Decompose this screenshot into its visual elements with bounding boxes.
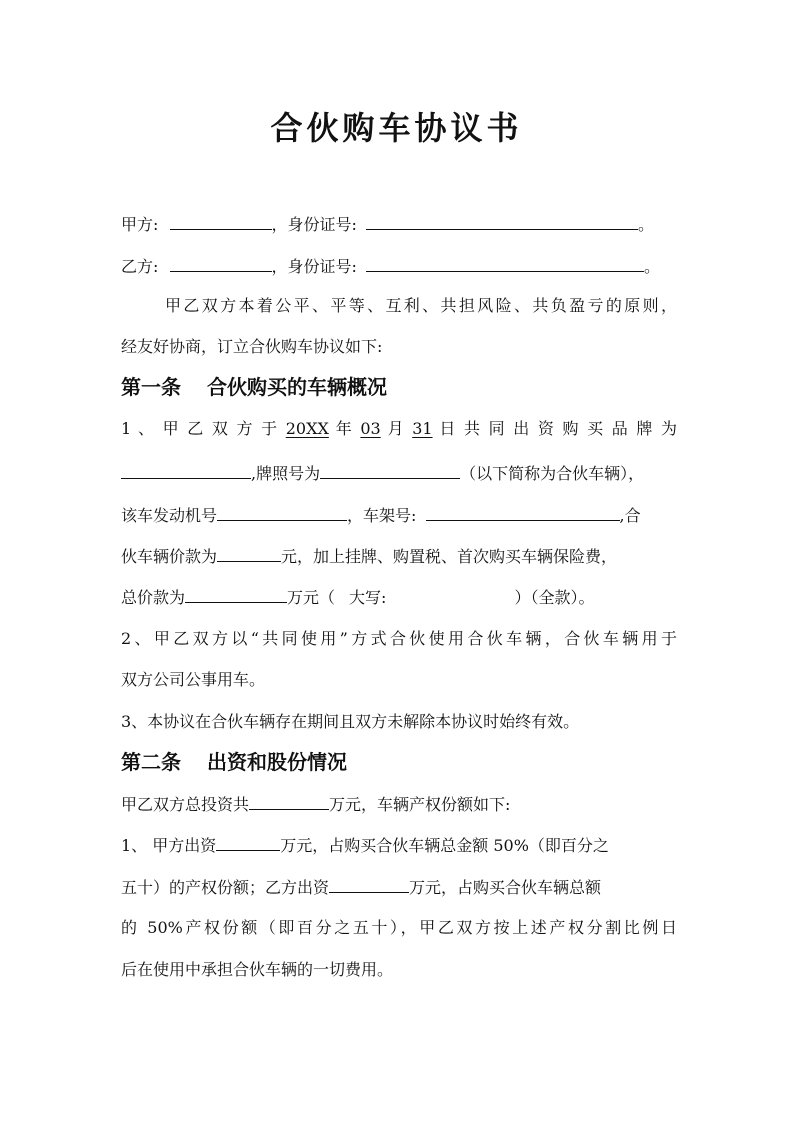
page-title: 合伙购车协议书 bbox=[270, 109, 523, 147]
party-b-contribution-blank bbox=[329, 877, 409, 893]
plate-label: ,牌照号为 bbox=[251, 464, 321, 483]
purchase-day: 31 bbox=[412, 419, 433, 438]
article-1-p1-line-5 bbox=[121, 587, 677, 608]
capital-label: 大写: bbox=[349, 588, 387, 607]
frame-label: ，车架号: bbox=[347, 506, 417, 525]
party-a-name-blank bbox=[170, 214, 272, 230]
year-label: 年 bbox=[335, 419, 354, 438]
vehicle-note: （以下简称为合伙车辆）， bbox=[460, 464, 645, 483]
party-b-line bbox=[121, 256, 677, 277]
price-note: 元，加上挂牌、购置税、首次购买车辆保险费， bbox=[281, 547, 618, 566]
article-1-p1-tail: 日 共 同 出 资 购 买 品 牌 为 bbox=[439, 419, 677, 438]
price-blank bbox=[217, 546, 281, 562]
party-a-share-note: 万元，占购买合伙车辆总金额 50%（即百分之 bbox=[280, 836, 609, 855]
article-2-heading bbox=[121, 750, 347, 774]
party-b-label: 乙方: bbox=[121, 257, 159, 276]
price-label: 伙车辆价款为 bbox=[121, 547, 218, 566]
total-investment-blank bbox=[249, 794, 329, 810]
article-2-line-3 bbox=[121, 877, 677, 898]
party-b-contribution-label: 五十）的产权份额；乙方出资 bbox=[121, 878, 330, 897]
party-b-end: 。 bbox=[644, 257, 661, 276]
month-label: 月 bbox=[387, 419, 406, 438]
party-a-end: 。 bbox=[638, 215, 655, 234]
article-1-p1-line-3-end: ,合 bbox=[619, 506, 641, 525]
article-1-p2-line-2: 双方公司公事用车。 bbox=[121, 670, 266, 689]
article-1-p1-lead: 1 、 甲 乙 双 方 于 bbox=[121, 419, 279, 438]
party-a-line bbox=[121, 214, 677, 235]
total-label: 总价款为 bbox=[121, 588, 186, 607]
purchase-year: 20XX bbox=[285, 419, 329, 438]
total-blank bbox=[185, 587, 287, 603]
intro-line-2: 经友好协商，订立合伙购车协议如下: bbox=[121, 337, 383, 356]
party-a-id-blank bbox=[366, 214, 638, 230]
article-1-p1-line-2 bbox=[121, 463, 677, 484]
engine-blank bbox=[217, 505, 347, 521]
engine-label: 该车发动机号 bbox=[121, 506, 218, 525]
article-1-p2-line-1: 2、甲乙双方以“共同使用”方式合伙使用合伙车辆，合伙车辆用于 bbox=[121, 629, 677, 648]
total-investment-note: 万元，车辆产权份额如下: bbox=[329, 795, 511, 814]
article-1-number: 第一条 bbox=[121, 375, 181, 399]
frame-blank bbox=[426, 505, 620, 521]
total-end: ）（全款）。 bbox=[514, 588, 595, 607]
article-1-title: 合伙购买的车辆概况 bbox=[207, 375, 387, 399]
article-1-heading bbox=[121, 375, 387, 399]
article-1-p3: 3、本协议在合伙车辆存在期间且双方未解除本协议时始终有效。 bbox=[121, 712, 580, 731]
party-b-id-label: ，身份证号: bbox=[271, 257, 357, 276]
party-a-contribution-blank bbox=[216, 835, 280, 851]
article-1-p1-line-4 bbox=[121, 546, 677, 567]
party-b-id-blank bbox=[366, 256, 644, 272]
brand-blank bbox=[121, 463, 251, 479]
article-1-p1-line-1 bbox=[121, 419, 677, 439]
total-unit: 万元（ bbox=[287, 588, 336, 607]
article-2-line-1 bbox=[121, 794, 677, 815]
total-investment-label: 甲乙双方总投资共 bbox=[121, 795, 250, 814]
intro-line-1: 甲乙双方本着公平、平等、互利、共担风险、共负盈亏的原则， bbox=[165, 296, 677, 315]
party-a-label: 甲方: bbox=[121, 215, 159, 234]
article-2-line-5: 后在使用中承担合伙车辆的一切费用。 bbox=[121, 960, 394, 979]
purchase-month: 03 bbox=[360, 419, 381, 438]
party-b-name-blank bbox=[170, 256, 272, 272]
party-b-share-note: 万元，占购买合伙车辆总额 bbox=[409, 878, 602, 897]
article-2-title: 出资和股份情况 bbox=[207, 750, 347, 774]
article-1-p1-line-3 bbox=[121, 505, 677, 526]
article-2-number: 第二条 bbox=[121, 750, 181, 774]
plate-blank bbox=[320, 463, 460, 479]
party-a-id-label: ，身份证号: bbox=[271, 215, 357, 234]
party-a-contribution-label: 1、 甲方出资 bbox=[121, 836, 217, 855]
article-2-line-4: 的 50%产权份额（即百分之五十），甲乙双方按上述产权分割比例日 bbox=[121, 918, 677, 937]
article-2-line-2 bbox=[121, 835, 677, 856]
